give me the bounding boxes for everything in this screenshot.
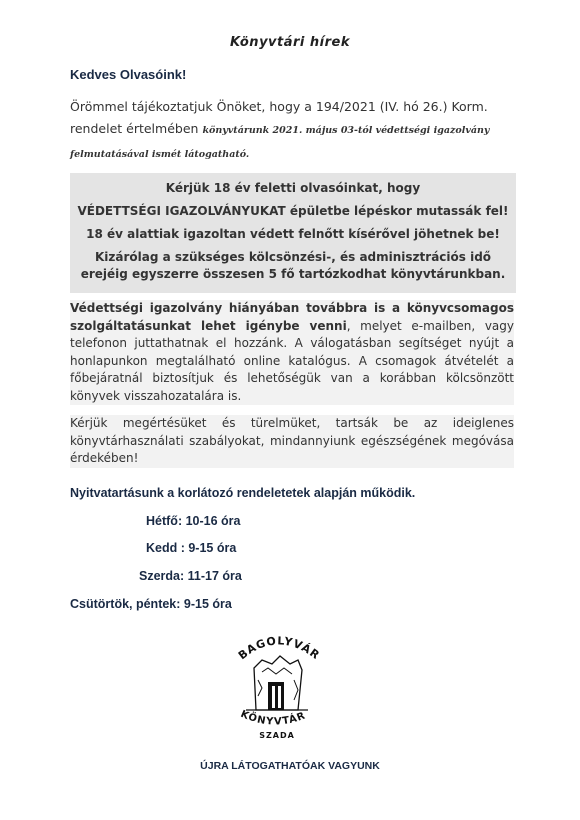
intro-highlight: könyvtárunk 2021. május 03-tól védettségi igazolvány felmutatásával ismét látogatható. <box>70 125 490 160</box>
logo-top-text: BAGOLYVÁR <box>235 634 322 663</box>
greeting: Kedves Olvasóink! <box>70 67 187 82</box>
page-title: Könyvtári hírek <box>230 35 350 50</box>
hours-heading: Nyitvatartásunk a korlátozó rendeletetek alapján működik. <box>70 486 416 500</box>
notice-box <box>70 173 516 293</box>
library-logo <box>232 630 322 740</box>
svg-text:KÖNYVTÁR <box>239 709 308 728</box>
notice-line-4: Kizárólag a szükséges kölcsönzési-, és adminisztrációs idő erejéig egyszerre összesen 5 fő tartózkodhat könyvtárunkban. <box>80 250 506 281</box>
svg-text:BAGOLYVÁR <box>236 634 322 662</box>
intro-paragraph <box>70 96 520 166</box>
rules-paragraph: Kérjük megértésüket és türelmüket, tartsák be az ideiglenes könyvtárhasználati szabályokat, mindannyiunk egészségének megóvása érdekében! <box>70 415 514 468</box>
intro-text: Örömmel tájékoztatjuk Önöket, hogy a 194/2021 (IV. hó 26.) Korm. rendelet értelmében <box>70 99 488 136</box>
notice-line-3: 18 év alattiak igazoltan védett felnőtt kísérővel jöhetnek be! <box>86 227 500 241</box>
notice-line-2: VÉDETTSÉGI IGAZOLVÁNYUKAT épületbe lépéskor mutassák fel! <box>77 204 509 218</box>
hours-monday: Hétfő: 10-16 óra <box>146 514 241 528</box>
hours-thursday-friday: Csütörtök, péntek: 9-15 óra <box>70 597 232 611</box>
notice-line-1: Kérjük 18 év feletti olvasóinkat, hogy <box>165 181 421 195</box>
package-service-bold: Védettségi igazolvány hiányában továbbra is a könyvcsomagos szolgáltatásunkat lehet igénybe venni <box>70 301 514 333</box>
package-service-rest: , melyet e-mailben, vagy telefonon juttathatnak el hozzánk. A válogatásban segítséget nyújt a honlapunkon megtalálható online katalógus. A csomagok átvételét a főbejáratnál biztosítjuk és lehetőségük van a korábban kölcsönzött könyvek visszahozatalára is. <box>70 318 515 403</box>
package-service-paragraph <box>70 300 514 405</box>
logo-place-text: SZADA <box>259 731 295 740</box>
logo-bottom-text: KÖNYVTÁR <box>238 708 308 728</box>
hours-tuesday: Kedd : 9-15 óra <box>146 541 237 555</box>
closing-line: ÚJRA LÁTOGATHATÓAK VAGYUNK <box>200 760 380 772</box>
hours-wednesday: Szerda: 11-17 óra <box>139 569 242 583</box>
